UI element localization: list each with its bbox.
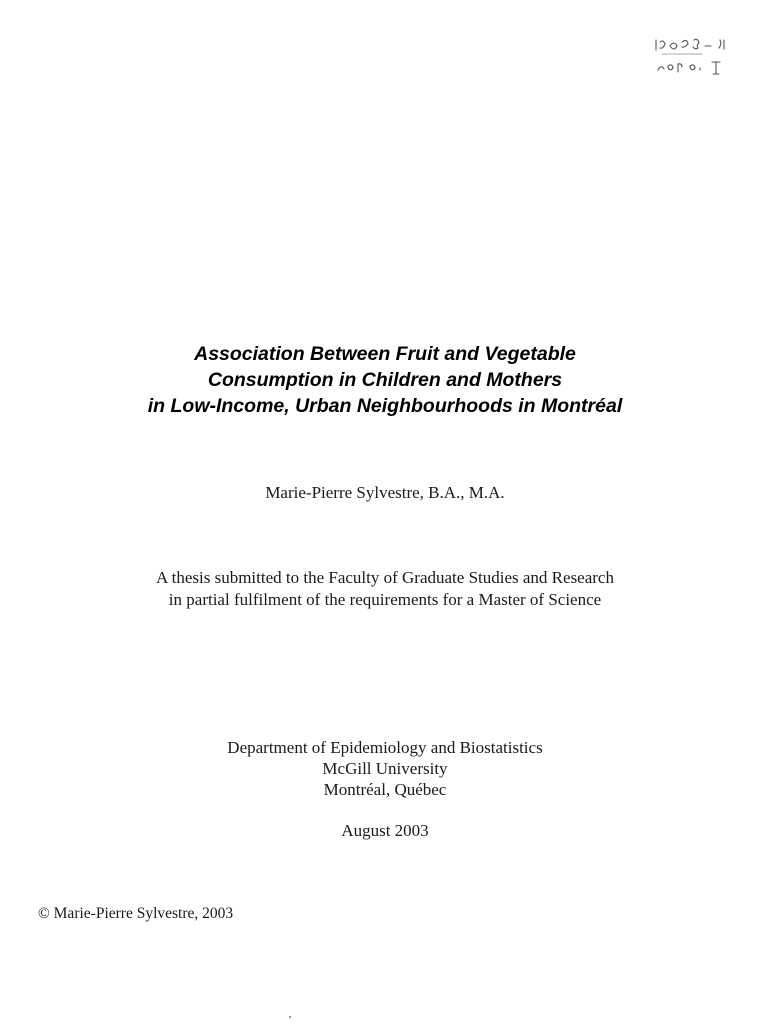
department-name: Department of Epidemiology and Biostatistics [227, 738, 543, 757]
thesis-statement-line-2: in partial fulfilment of the requirements for a Master of Science [168, 590, 602, 609]
library-stamp-icon [650, 30, 740, 80]
thesis-title-line-3: in Low-Income, Urban Neighbourhoods in Montréal [147, 395, 623, 417]
thesis-title-line-1: Association Between Fruit and Vegetable [194, 343, 576, 365]
copyright-notice: © Marie-Pierre Sylvestre, 2003 [38, 905, 234, 922]
thesis-statement-line-1: A thesis submitted to the Faculty of Graduate Studies and Research [156, 568, 614, 587]
scan-speck [289, 1016, 291, 1018]
university-name: McGill University [322, 759, 448, 778]
location-name: Montréal, Québec [323, 780, 447, 799]
thesis-title-line-2: Consumption in Children and Mothers [207, 369, 563, 391]
author-name: Marie-Pierre Sylvestre, B.A., M.A. [265, 483, 505, 502]
submission-date: August 2003 [341, 821, 429, 840]
